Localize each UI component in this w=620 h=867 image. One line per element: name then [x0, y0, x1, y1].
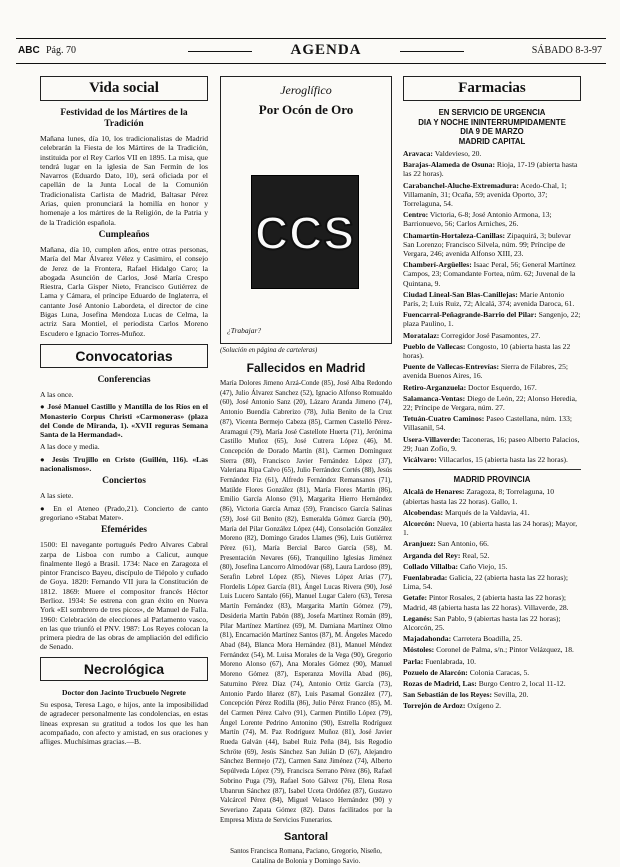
santoral-text: Santos Francisca Romana, Paciano, Gregorio, Niseño, Catalina de Bolonia y Domingo Savio. — [230, 847, 382, 866]
masthead-abc: ABC — [18, 45, 40, 56]
jeroglifico-letters: CCS — [254, 207, 356, 259]
provincia-pharmacy-list — [403, 487, 581, 710]
necrologica-heading: Necrológica — [40, 657, 208, 681]
pharmacy-entry: Vicálvaro: Villacarlos, 15 (abierta hasta las 22 horas). — [403, 455, 568, 465]
pharmacy-entry: San Sebastián de los Reyes: Sevilla, 20. — [403, 690, 529, 700]
pharmacy-entry: Móstoles: Coronel de Palma, s/n.; Pintor Velázquez, 18. — [403, 645, 574, 655]
madrid-capital-heading: MADRID CAPITAL — [458, 136, 526, 146]
section-title: AGENDA — [256, 42, 396, 59]
page-number: Pág. 70 — [46, 45, 76, 56]
pharmacy-entry: Torrejón de Ardoz: Oxígeno 2. — [403, 701, 502, 711]
pharmacy-entry: Alcobendas: Marqués de la Valdavia, 41. — [403, 507, 530, 517]
right-column — [403, 76, 581, 713]
necrologica-subtitle: Doctor don Jacinto Trucbuelo Negrete — [62, 687, 186, 697]
pharmacy-entry: Parla: Fuenlabrada, 10. — [403, 656, 476, 666]
left-column — [40, 76, 208, 750]
pharmacy-entry: Majadahonda: Carretera Boadilla, 25. — [403, 634, 523, 644]
santoral-heading: Santoral — [283, 831, 328, 844]
pharmacy-entry: Ciudad Lineal-San Blas-Canillejas: Marie Antonio París, 2; Luis Ruiz, 72; Alcalá, 374; avenida Daroca, 61. — [403, 289, 575, 309]
conciertos-heading: Conciertos — [102, 476, 146, 487]
pharmacy-entry: Puente de Vallecas-Entrevías: Sierra de Filabres, 25; avenida Buenos Aires, 16. — [403, 362, 569, 381]
jeroglifico-question: ¿Trabajar? — [227, 326, 262, 335]
conferencia-item: ● José Manuel Castillo y Mantilla de los Ríos en el Monasterio Corpus Christi «Carmoneras» (plaza del Conde de Miranda, 1). «XVII reguras Semana Santa de la Hermandad». — [40, 402, 208, 440]
pharmacy-entry: Fuencarral-Peñagrande-Barrio del Pilar: Sangenjo, 22; plaza Paulino, 1. — [403, 310, 581, 329]
pharmacy-entry: Alcorcón: Nueva, 10 (abierta hasta las 24 horas); Mayor, 1. — [403, 518, 578, 538]
festividad-text: Mañana lunes, día 10, los tradicionalistas de Madrid celebrarán la Fiesta de los Mártires de la Tradición, instituida por el Rey Carlos VII en 1895. La misa, que tendrá lugar en la iglesia de San Fermín de los Navarros (Eduardo Dato, 10), será oficiada por el capellán de la Junta Local de la Comunión Tradicionalista Carlista de Madrid, Baltasar Pérez Arias, quien pronunciará la homilía en honor y homenaje a los mártires de la Religión, de la Patria y de la Tradición española. — [40, 134, 208, 227]
cumpleanos-text: Mañana, día 10, cumplen años, entre otras personas, María del Mar Álvarez Vélez y Casimiro, el consejo de Jerez de la Frontera, Rafael Hidalgo Caro; la abogada Asunción de Carlos, José María Crespo Riestra, Carla Gisper Nieto, Francisco Gutiérrez de Lama y Cámara, el príncipe Eduardo de Inglaterra, el cantante José Antonio Labordeta, el director de cine Bigas Luna, Josefina Mendoza Lucas de Celma, la actriz Sara Montiel, el periodista Carlos Moreno Escudero e Ignacio Torres-Muñoz. — [40, 244, 208, 338]
farmacias-heading: Farmacias — [403, 76, 581, 101]
pharmacy-entry: Aranjuez: San Antonio, 66. — [403, 539, 489, 549]
issue-date: SÁBADO 8-3-97 — [531, 45, 602, 56]
fallecidos-text: María Dolores Jimeno Arzá-Conde (85), José Alba Redondo (47), Julio Álvarez Sanchez (52), Ignacio Alfonso Romualdo (60), José Antonio Sanz (20), Lázaro Aranda Jimeno (74), Antonio Buendía Cabrerizo (78), Julia Benito de la Cruz (87), Vicenta Bermejo Cabeza (85), Carmen Castelló Pérez-Aramagui (79), María José Castellote Huerta (71), Jerónima Castillo Muñoz (65), José Cutrera López (46), M. Concepción de Dorado Martín (81), Carmen Domínguez Sierra (80), Francisco Javier Fernández López (37), Valeriana Ripa Calvo (65), Julio Ferrández Cortés (88), Jesús Fernández Fiz (61), Alfredo Fernández Remansanos (71), Matilde Flores González (81), María Flores Martín (86), Emilio García Alonso (91), Margarita Hierro Hernández (86), Victoria García Arnaz (59), Francisco García Salinas (59), José Gil Benito (82), Esmeralda Gómez García (90), María del Pilar González López (44), Consolación González Moreno (82), Domingo Grados Llames (96), Luis Gutiérrez Pérez (61), María Bercial Barco García (58), M. Presentación Nevares (66), Tranquilino Iglesias Jiménez (80), Josefina Lancorro Almodóvar (68), Laura Lardoso (89), Serafin Lebrel López (85), Nieves López Arias (77), Flordelis López García (81), Ángel Lucas Rivera (90), José Luis Lucero Santalo (66), Manuel Lugar Calero (63), Teresa Martín Fernández (83), Margarita Martín Gómez (79), Desideria Martín Pabón (88), Josefa Martínez Román (89), Pilar Martínez Martínez (69), M. Damiana Martínez Olmo (81), Encarnación Martínez Santos (87), M. Ángeles Macedo Abad (84), Blanca Mora Hernández (81), Manuel Méndez Fernández (54), M. Luisa Morales de la Vega (90), Gregorio Moreno Alonso (67), Ana Morales Gómez (90), Manuel Moreno Gómez (87), Esperanza Movilla Abad (86), Saturnino Pérez Díaz (74), Antonio Ortiz García (73), Antonio Pardo Iñarez (87), Luis Pasamal González (77), Concepción Pérez Rodilla (86), Julio Pérez Franco (85), M. del Carmen Pérez Calvo (91), Carmen Pintillo López (79), Ángel Lorente Pedrino Antonino (90), Estrella Rodríguez Martín (74), M. Paz Rodríguez Muñoz (81), José Javier Rueda Galván (44), Isabel Ruiz Peña (84), Isis Regodio Schröte (69), Jesús Sánchez San Julián D (67), Alejandro Sánchez Bermejo (72), Carmen Sanz Jiménez (74), Alberto Sepúlveda López (79), Francisca Serrano Pérez (86), Rafael Sobrino Puga (79), Rafael Soto Gálvez (76), Elena Rosa Ubanrun Sánchez (87), Isabel Uceta Ordóñez (87), Gustavo Valcárcel Pérez (84), Miguel Velasco Hernández (90) y Severiano Zapata Gómez (82). Datos facilitados por la Empresa Mixta de Servicios Funerarios. — [220, 379, 392, 824]
pharmacy-entry: Aravaca: Valdevieso, 20. — [403, 149, 482, 158]
pharmacy-entry: Chamartín-Hortaleza-Canillas: Zipaquirá, 3; bulevar San Lorenzo; Francisco Silvela, núm. 99; Príncipe de Vergara, 246; avenida Alfonso XIII, 23. — [403, 230, 571, 259]
capital-pharmacy-list — [403, 149, 581, 464]
pharmacy-entry: Carabanchel-Aluche-Extremadura: Acedo-Chal, 1; Villamanín, 31; Ocaña, 59; avenida Oporto, 37; Torrelaguna, 54. — [403, 180, 567, 209]
pharmacy-entry: Rozas de Madrid, Las: Burgo Centro 2, local 11-12. — [403, 678, 566, 688]
festividad-heading: Festividad de los Mártires de la Tradición — [60, 108, 188, 129]
fallecidos-heading: Fallecidos en Madrid — [246, 361, 366, 375]
solution-note: (Solución en página de carteleras) — [220, 346, 318, 354]
jeroglifico-box — [220, 76, 392, 344]
pharmacy-entry: Salamanca-Ventas: Diego de León, 22; Alonso Heredia, 22; Príncipe de Vergara, núm. 27. — [403, 393, 577, 413]
efemerides-heading: Efemérides — [101, 525, 147, 536]
conferencias-time: A las once. — [40, 389, 74, 399]
pharmacy-entry: Collado Villalba: Caño Viejo, 15. — [403, 561, 508, 571]
pharmacy-entry: Getafe: Pintor Rosales, 2 (abierta hasta las 22 horas); Madrid, 48 (abierta hasta las 22 horas). Villaverde, 28. — [403, 593, 569, 612]
conferencias-heading: Conferencias — [97, 374, 151, 385]
pharmacy-entry: Alcalá de Henares: Zaragoza, 8; Torrelaguna, 10 (abiertas hasta las 22 horas). Gallo, 1. — [403, 487, 555, 506]
pharmacy-entry: Chamberí-Argüelles: Isaac Peral, 56; General Martínez Campos, 23; Comandante Fortea, núm. 62; Juvenal de la Quintana, 9. — [403, 260, 576, 288]
pharmacy-entry: Moratalaz: Corregidor José Pasamontes, 27. — [403, 330, 541, 340]
pharmacy-entry: Pozuelo de Alarcón: Colonia Caracas, 5. — [403, 667, 530, 677]
madrid-provincia-heading: MADRID PROVINCIA — [453, 475, 531, 485]
farmacias-date: DIA 9 DE MARZO — [460, 127, 524, 136]
efemerides-text: 1500: El navegante portugués Pedro Alvares Cabral zarpa de Lisboa con rumbo a Calicut, aunque finalmente llegó a Brasil. 1734: Nace en Zaragoza el pintor Francisco Bayeu, discípulo de Tiépolo y cuñado de Goya. 1820: Fernando VII jura la Constitución de 1812. 1869: Muere el compositor francés Héctor Berlioz. 1934: Se estrena con gran éxito en Nueva York «El sombrero de tres picos», de Manuel de Falla. 1960: Celebración de elecciones al Parlamento vasco, en las que triunfó el PNV. 1987: Los Reyes colocan la primera piedra de las obras de ampliación del edificio de Senado. — [40, 540, 208, 652]
pharmacy-entry: Tetuán-Cuatro Caminos: Paseo Castellana, núm. 133; Villasanil, 54. — [403, 414, 572, 433]
jeroglifico-author: Por Ocón de Oro — [258, 102, 354, 117]
pharmacy-entry: Arganda del Rey: Real, 52. — [403, 550, 490, 560]
conciertos-time: A las siete. — [40, 491, 74, 501]
pharmacy-entry: Pueblo de Vallecas: Congosto, 10 (abierta hasta las 22 horas). — [403, 341, 571, 361]
concierto-item: ● En el Ateneo (Prado,21). Concierto de canto gregoriano «Stabat Mater». — [40, 503, 208, 522]
page-header — [16, 38, 606, 64]
conferencia-item-2: ● Jesús Trujillo en Cristo (Guillén, 116). «Las nacionalismos». — [40, 454, 208, 474]
convocatorias-heading: Convocatorias — [40, 344, 208, 368]
necrologica-text: Su esposa, Teresa Lago, e hijos, ante la imposibilidad de agradecer personalmente las condolencias, en estas líneas expresan su gratitud a todos los que les han acompañado, con afecto y amistad, en sus oraciones y afliges. Muchísimas gracias.—B. — [40, 700, 208, 747]
farmacias-subheading-2: DIA Y NOCHE ININTERRUMPIDAMENTE — [418, 117, 566, 127]
pharmacy-entry: Fuenlabrada: Galicia, 22 (abierta hasta las 22 horas); Lima, 54. — [403, 572, 568, 592]
pharmacy-entry: Centro: Victoria, 6-8; José Antonio Armona, 13; Barrionuevo, 56; Carlos Arniches, 26. — [403, 210, 552, 229]
pharmacy-entry: Barajas-Alameda de Osuna: Rioja, 17-19 (abierta hasta las 22 horas). — [403, 160, 578, 179]
pharmacy-entry: Leganés: San Pablo, 9 (abiertas hasta las 22 horas); Alcorcón, 25. — [403, 613, 561, 632]
middle-column — [220, 76, 392, 867]
pharmacy-entry: Retiro-Arganzuela: Doctor Esquerdo, 167. — [403, 382, 537, 392]
vida-social-heading: Vida social — [40, 76, 208, 101]
jeroglifico-title: Jeroglífico — [280, 83, 332, 97]
pharmacy-entry: Usera-Villaverde: Taconeras, 16; paseo Alberto Palacios, 29; Juan Zofío, 9. — [403, 434, 580, 453]
cumpleanos-heading: Cumpleaños — [98, 229, 150, 240]
divider — [403, 469, 581, 470]
conferencias-time-2: A las doce y media. — [40, 442, 100, 452]
farmacias-subheading-1: EN SERVICIO DE URGENCIA — [438, 108, 546, 117]
jeroglifico-image — [251, 175, 359, 289]
